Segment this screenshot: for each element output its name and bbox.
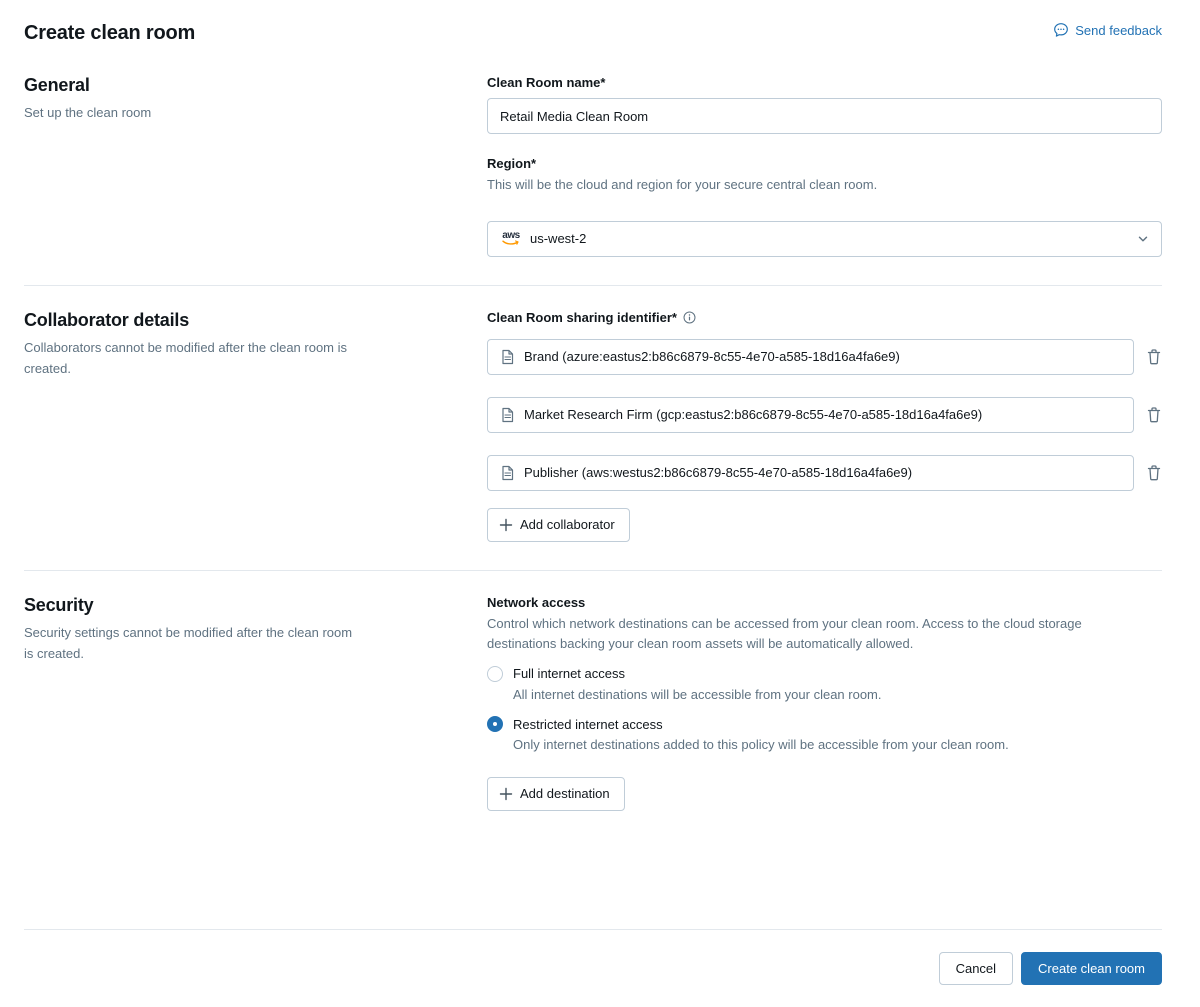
radio-checked-icon	[487, 716, 503, 732]
clean-room-name-input[interactable]	[487, 98, 1162, 134]
page-title: Create clean room	[24, 22, 196, 44]
security-description: Security settings cannot be modified after the clean room is created.	[24, 624, 353, 661]
create-clean-room-button[interactable]: Create clean room	[1021, 952, 1162, 985]
restricted-internet-access-description: Only internet destinations added to this policy will be accessible from your clean room.	[513, 737, 1009, 753]
region-select[interactable]	[487, 221, 1162, 257]
general-heading: General	[24, 75, 90, 95]
collaborator-heading: Collaborator details	[24, 309, 190, 330]
full-internet-access-radio[interactable]	[487, 666, 1162, 682]
delete-collaborator-button[interactable]	[1146, 464, 1162, 482]
cancel-button[interactable]: Cancel	[939, 952, 1013, 985]
add-destination-button[interactable]	[487, 777, 625, 811]
collaborator-description: Collaborators cannot be modified after the clean room is created.	[24, 339, 348, 376]
general-description: Set up the clean room	[24, 105, 152, 120]
collaborator-value: Market Research Firm (gcp:eastus2:b86c6879-8c55-4e70-a585-18d16a4fa6e9)	[524, 407, 983, 422]
collaborator-input-publisher[interactable]	[487, 455, 1134, 491]
security-section	[24, 570, 1162, 929]
plus-icon	[499, 787, 513, 801]
collaborator-row	[487, 397, 1162, 433]
aws-cloud-icon	[500, 231, 522, 246]
radio-unchecked-icon	[487, 666, 503, 682]
footer-actions	[24, 929, 1162, 1007]
collaborator-section-fields	[487, 310, 1162, 542]
plus-icon	[499, 518, 513, 532]
full-internet-access-description: All internet destinations will be accessible from your clean room.	[513, 686, 882, 702]
full-internet-access-label: Full internet access	[513, 666, 625, 682]
general-section-intro	[24, 75, 487, 257]
network-access-description: Control which network destinations can be accessed from your clean room. Access to the cloud storage destinations backing your clean room assets will be automatically allowed.	[487, 615, 1082, 651]
security-section-fields	[487, 595, 1162, 811]
aws-word: aws	[502, 230, 520, 241]
security-heading: Security	[24, 594, 94, 615]
collaborator-input-market-research[interactable]	[487, 397, 1134, 433]
general-section	[24, 75, 1162, 285]
collaborator-row	[487, 339, 1162, 375]
collaborator-section	[24, 285, 1162, 570]
restricted-internet-access-option	[487, 716, 1162, 755]
restricted-internet-access-label: Restricted internet access	[513, 716, 663, 732]
network-access-label: Network access	[487, 594, 586, 610]
sharing-identifier-label: Clean Room sharing identifier*	[487, 309, 677, 325]
info-icon[interactable]	[683, 311, 696, 324]
chevron-down-icon	[1137, 233, 1149, 245]
document-icon	[500, 407, 515, 423]
collaborator-input-brand[interactable]	[487, 339, 1134, 375]
collaborator-value: Brand (azure:eastus2:b86c6879-8c55-4e70-a585-18d16a4fa6e9)	[524, 349, 900, 364]
full-internet-access-option	[487, 666, 1162, 705]
region-select-value: us-west-2	[530, 231, 587, 246]
add-collaborator-button[interactable]	[487, 508, 630, 542]
collaborator-section-intro	[24, 310, 487, 542]
send-feedback-link[interactable]	[1053, 22, 1162, 38]
general-section-fields	[487, 75, 1162, 257]
delete-collaborator-button[interactable]	[1146, 348, 1162, 366]
add-destination-label: Add destination	[520, 786, 610, 802]
add-collaborator-label: Add collaborator	[520, 517, 615, 532]
restricted-internet-access-radio[interactable]	[487, 716, 1162, 732]
collaborator-row	[487, 455, 1162, 491]
security-section-intro	[24, 595, 487, 811]
send-feedback-label: Send feedback	[1075, 22, 1162, 38]
region-label: Region*	[487, 156, 537, 171]
page-header	[24, 22, 1162, 45]
feedback-chat-icon	[1053, 22, 1069, 38]
region-description: This will be the cloud and region for your secure central clean room.	[487, 177, 878, 192]
document-icon	[500, 349, 515, 365]
clean-room-name-label: Clean Room name*	[487, 75, 606, 90]
document-icon	[500, 465, 515, 481]
collaborator-value: Publisher (aws:westus2:b86c6879-8c55-4e70-a585-18d16a4fa6e9)	[524, 465, 913, 480]
delete-collaborator-button[interactable]	[1146, 406, 1162, 424]
